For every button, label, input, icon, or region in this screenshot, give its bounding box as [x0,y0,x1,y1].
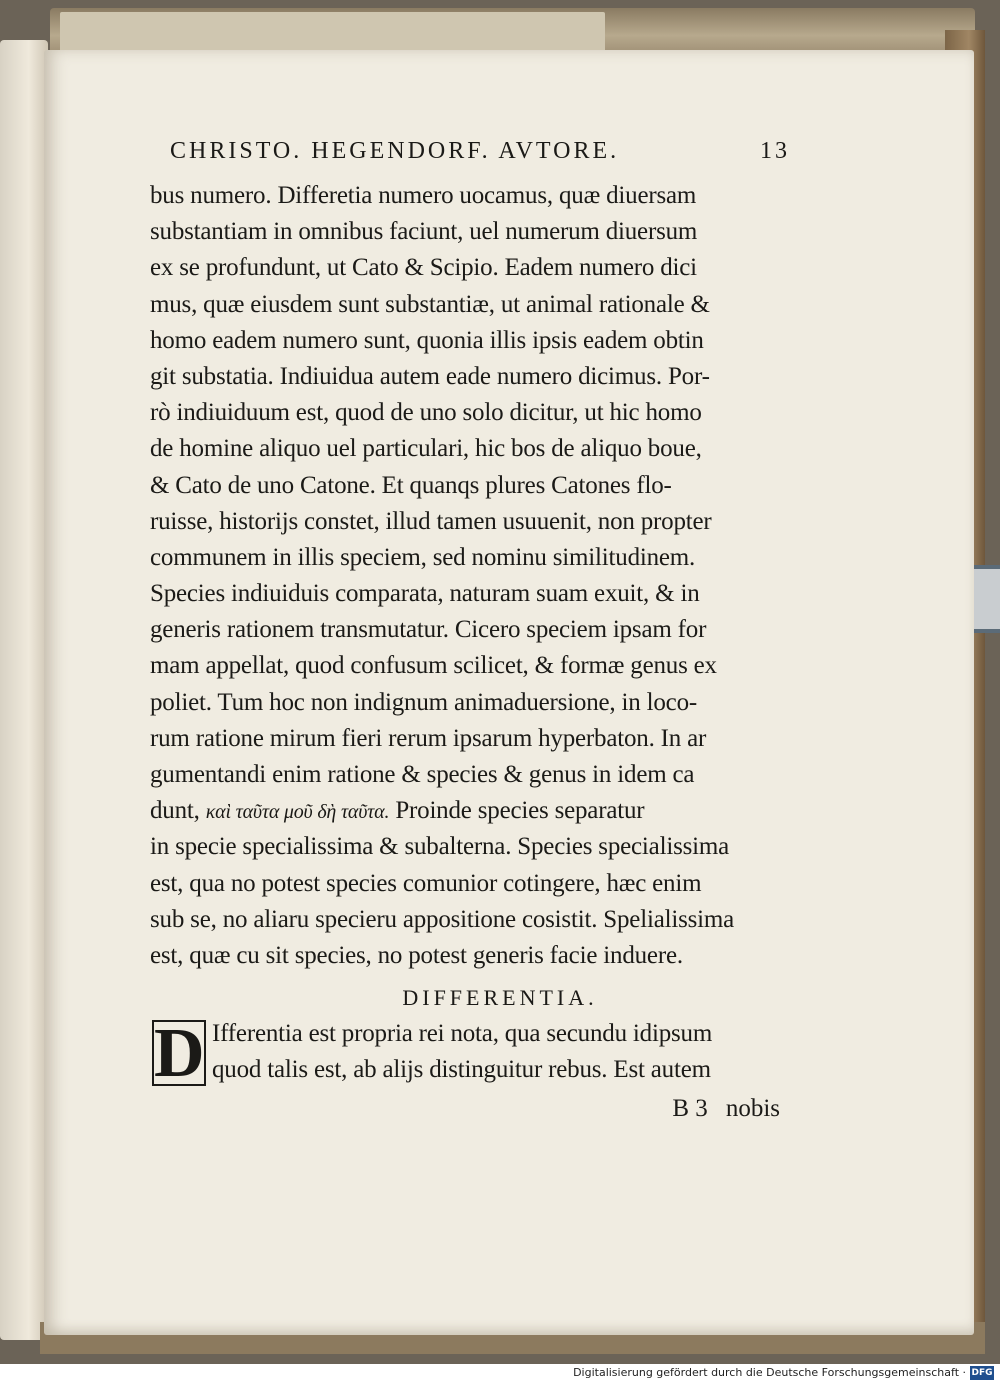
paragraph-lines [212,1016,790,1088]
catchword: nobis [725,1094,780,1122]
page-text-block [150,138,790,1129]
text-line: homo eadem numero sunt, quonia illis ipsis eadem obtin [150,326,704,354]
text-line: est, quæ cu sit species, no potest generis facie induere. [150,941,683,969]
top-paper-label [60,12,605,52]
text-line: & Cato de uno Catone. Et quanqs plures Catones flo- [150,471,672,499]
text-line: rò indiuiduum est, quod de uno solo dicitur, ut hic homo [150,399,702,427]
drop-capital: D [154,1015,205,1093]
text-line: substantiam in omnibus faciunt, uel numerum diuersum [150,218,698,246]
greek-line-suffix: Proinde species separatur [395,797,645,825]
text-line: Species indiuiduis comparata, naturam suam exuit, & in [150,580,700,608]
left-page-edge [0,40,48,1340]
catchword-line [150,1089,790,1129]
greek-quotation: καὶ ταῦτα μοῦ δὴ ταῦτα. [205,801,390,824]
text-line: mam appellat, quod confusum scilicet, & formæ genus ex [150,652,717,680]
greek-line-prefix: dunt, [150,797,200,825]
text-line: bus numero. Differetia numero uocamus, quæ diuersam [150,182,697,209]
dfg-logo: DFG [971,1368,993,1378]
text-line: est, qua no potest species comunior cotingere, hæc enim [150,869,702,897]
paragraph-line: Ifferentia est propria rei nota, qua secundu idipsum [212,1020,713,1048]
text-line: generis rationem transmutatur. Cicero speciem ipsam for [150,616,707,644]
text-line: de homine aliquo uel particulari, hic bos de aliquo boue, [150,435,702,463]
section-heading: DIFFERENTIA. [402,985,598,1011]
running-head-title: CHRISTO. HEGENDORF. AVTORE. [170,138,620,164]
text-line: ruisse, historijs constet, illud tamen usuuenit, non propter [150,507,712,535]
footer-credit: Digitalisierung gefördert durch die Deutsche Forschungsgemeinschaft · [573,1366,966,1379]
text-line: in specie specialissima & subalterna. Species specialissima [150,833,730,861]
text-line: git substatia. Indiuidua autem eade numero dicimus. Por- [150,362,710,390]
running-head [170,138,790,178]
signature-mark: B 3 [672,1094,708,1122]
paragraph-line: quod talis est, ab alijs distinguitur rebus. Est autem [212,1056,711,1084]
text-line: gumentandi enim ratione & species & genus in idem ca [150,761,695,788]
text-line: ex se profundunt, ut Cato & Scipio. Eadem numero dici [150,254,697,282]
text-line: communem in illis speciem, sed nominu similitudinem. [150,543,696,571]
text-line: rum ratione mirum fieri rerum ipsarum hyperbaton. In ar [150,724,707,752]
differentia-paragraph [150,1015,790,1093]
body-text-continued [150,829,790,974]
page-number: 13 [760,138,790,164]
text-line: mus, quæ eiusdem sunt substantiæ, ut animal rationale & [150,290,710,318]
footer-bar [0,1364,1000,1384]
body-text [150,178,790,793]
text-line: poliet. Tum hoc non indignum animaduersione, in loco- [150,688,697,716]
text-line: sub se, no aliaru specieru appositione cosistit. Spelialissima [150,905,735,933]
greek-line [150,793,790,829]
